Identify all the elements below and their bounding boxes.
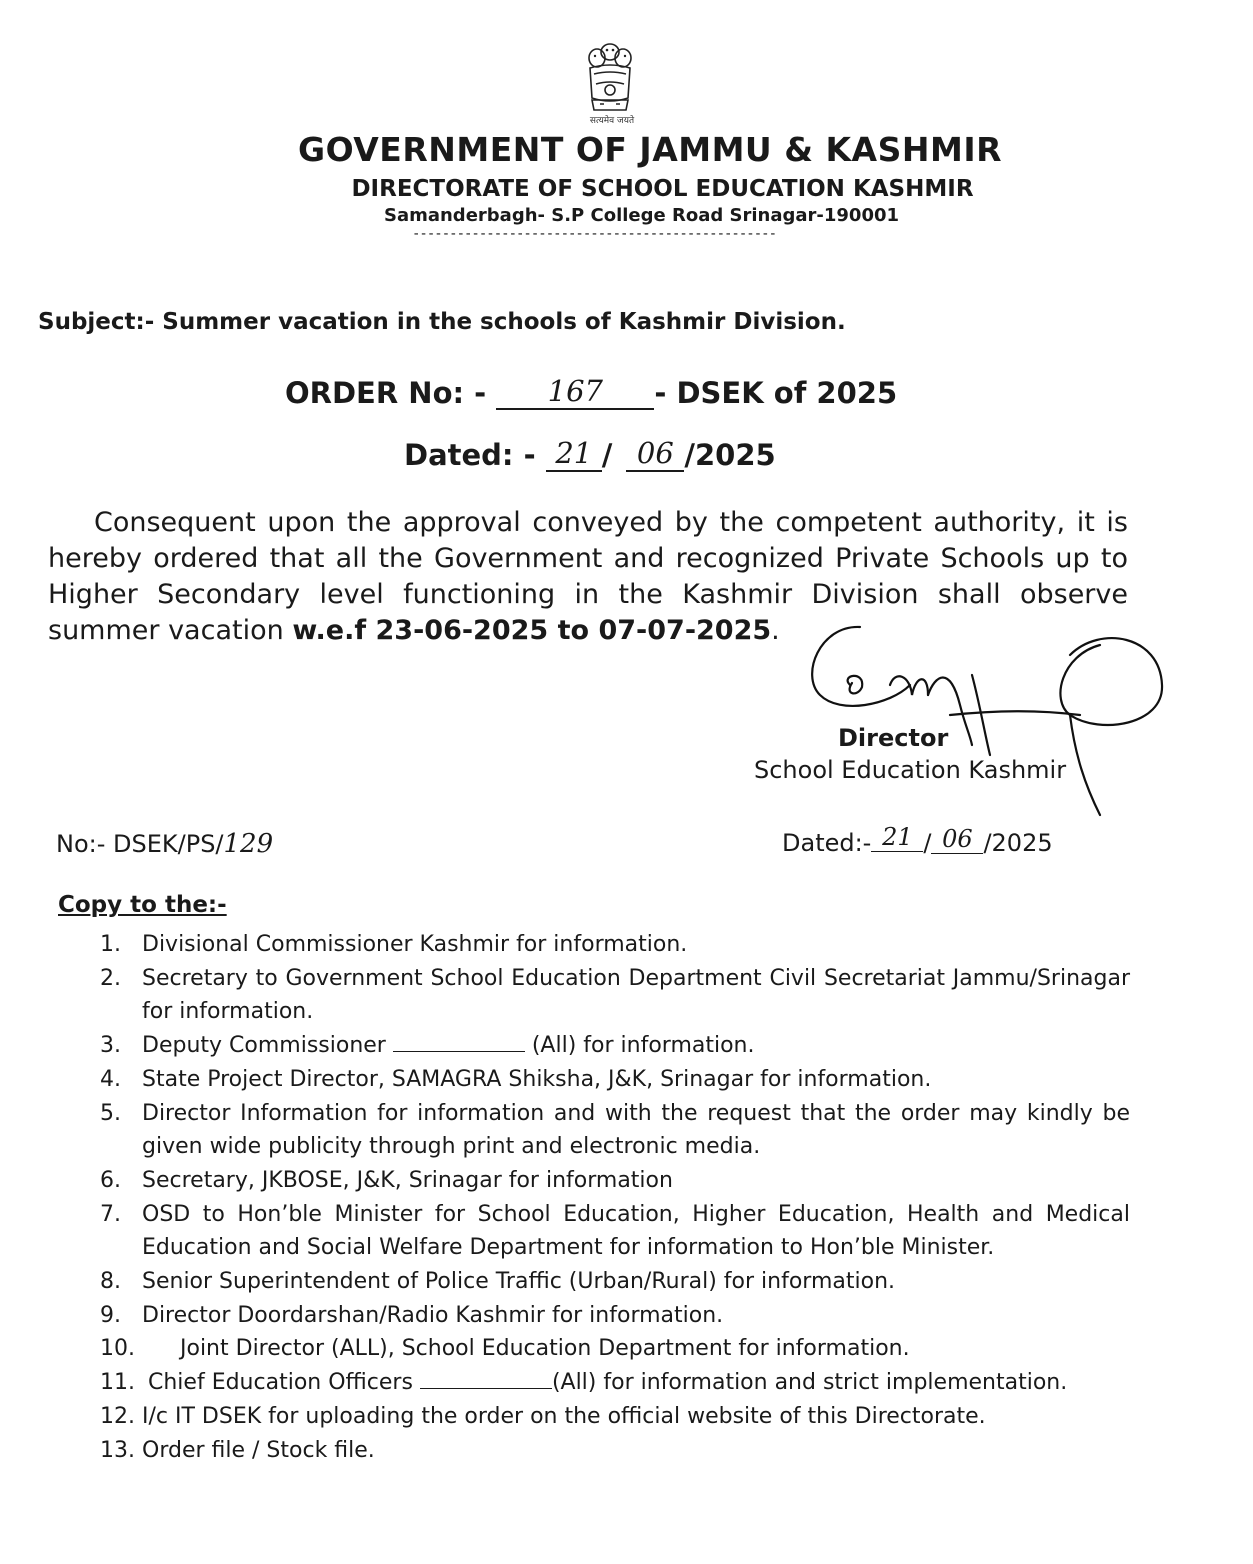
reference-number	[56, 829, 273, 859]
director-signature	[800, 615, 1170, 825]
list-item	[100, 1332, 1130, 1366]
reference-date: Dated:- 21 / 06 /2025	[782, 823, 1053, 857]
list-item-number: 4.	[100, 1066, 121, 1092]
list-item-text: Secretary, JKBOSE, J&K, Srinagar for information	[142, 1167, 673, 1193]
reference-date-day: 21	[871, 823, 923, 852]
list-item-number: 13.	[100, 1437, 135, 1463]
reference-date-year: /2025	[983, 829, 1053, 857]
list-item	[100, 1299, 1130, 1333]
copy-to-heading: Copy to the:-	[58, 892, 227, 918]
reference-number-value: 129	[223, 829, 274, 859]
emblem-motto: सत्यमेव जयते	[589, 116, 635, 126]
list-item-text: OSD to Hon’ble Minister for School Education, Higher Education, Health and Medical Education and Social Welfare Department for information to Hon’ble Minister.	[142, 1201, 1130, 1261]
list-item-text	[148, 1366, 1130, 1400]
list-item-text	[142, 1029, 1130, 1063]
list-item	[100, 1434, 1130, 1468]
order-date-day: 21	[546, 436, 602, 472]
signatory-title: Director	[838, 724, 949, 752]
list-item-number: 2.	[100, 965, 121, 991]
list-item	[100, 928, 1130, 962]
list-item	[100, 1400, 1130, 1434]
order-date-year: /2025	[684, 438, 776, 472]
reference-date-prefix: Dated:-	[782, 829, 872, 857]
list-item-text: Joint Director (ALL), School Education Department for information.	[180, 1336, 910, 1362]
list-item-text: Director Information for information and with the request that the order may kindly be given wide publicity through print and electronic media.	[142, 1100, 1130, 1160]
directorate-heading: DIRECTORATE OF SCHOOL EDUCATION KASHMIR	[351, 176, 974, 202]
list-item	[100, 1164, 1130, 1198]
list-item-text: Director Doordarshan/Radio Kashmir for information.	[142, 1302, 724, 1328]
list-item-number: 7.	[100, 1201, 121, 1227]
list-item-number: 5.	[100, 1100, 121, 1126]
list-item-text: Secretary to Government School Education Department Civil Secretariat Jammu/Srinagar for information.	[142, 965, 1130, 1025]
order-number-line	[285, 376, 897, 412]
reference-number-prefix: No:- DSEK/PS/	[56, 830, 224, 858]
list-item-text-pre: Deputy Commissioner	[142, 1033, 386, 1059]
list-item-number: 11.	[100, 1370, 135, 1396]
order-body-end: .	[771, 615, 780, 646]
list-item	[100, 1366, 1130, 1400]
list-item-text: Senior Superintendent of Police Traffic (Urban/Rural) for information.	[142, 1269, 896, 1295]
order-number-value: 167	[496, 374, 654, 410]
blank-line	[420, 1370, 552, 1389]
list-item-text-pre: Chief Education Officers	[148, 1370, 413, 1396]
signatory-office: School Education Kashmir	[754, 756, 1067, 784]
list-item-text: I/c IT DSEK for uploading the order on the official website of this Directorate.	[142, 1403, 986, 1429]
list-item	[100, 962, 1130, 1029]
list-item	[100, 1063, 1130, 1097]
copy-list	[100, 928, 1130, 1467]
order-prefix: ORDER No: -	[285, 376, 487, 410]
order-suffix: - DSEK of 2025	[654, 376, 898, 410]
subject-line: Subject:- Summer vacation in the schools of Kashmir Division.	[38, 309, 846, 335]
list-item-number: 3.	[100, 1033, 121, 1059]
order-body-text: Consequent upon the approval conveyed by the competent authority, it is hereby ordered that all the Government and recognized Private Schools up to Higher Secondary level functioning in the Kashmir Division shall observe summer vacation	[48, 507, 1128, 646]
list-item-text: State Project Director, SAMAGRA Shiksha, J&K, Srinagar for information.	[142, 1066, 932, 1092]
list-item-number: 10.	[100, 1336, 135, 1362]
address-line: Samanderbagh- S.P College Road Srinagar-190001	[383, 205, 900, 226]
reference-date-month: 06	[931, 825, 983, 854]
list-item-text-post: (All) for information.	[531, 1033, 755, 1059]
government-heading: GOVERNMENT OF JAMMU & KASHMIR	[297, 130, 1003, 169]
blank-line	[393, 1033, 525, 1052]
list-item-number: 8.	[100, 1269, 121, 1295]
list-item-text-post: (All) for information and strict implementation.	[551, 1370, 1068, 1396]
order-date-line: Dated: - 21 / 06 /2025	[404, 436, 776, 472]
order-date-prefix: Dated: -	[404, 438, 536, 472]
list-item	[100, 1029, 1130, 1063]
list-item	[100, 1265, 1130, 1299]
list-item	[100, 1198, 1130, 1265]
header-separator: -------------------------------------------------	[412, 226, 777, 242]
list-item-number: 12.	[100, 1403, 135, 1429]
list-item-number: 1.	[100, 932, 121, 957]
list-item	[100, 1097, 1130, 1164]
list-item-number: 6.	[100, 1167, 121, 1193]
list-item-number: 9.	[100, 1302, 121, 1328]
list-item-text: Divisional Commissioner Kashmir for information.	[142, 932, 688, 957]
vacation-period: w.e.f 23-06-2025 to 07-07-2025	[292, 615, 772, 646]
list-item-text: Order file / Stock file.	[142, 1437, 375, 1463]
order-date-month: 06	[626, 436, 684, 472]
